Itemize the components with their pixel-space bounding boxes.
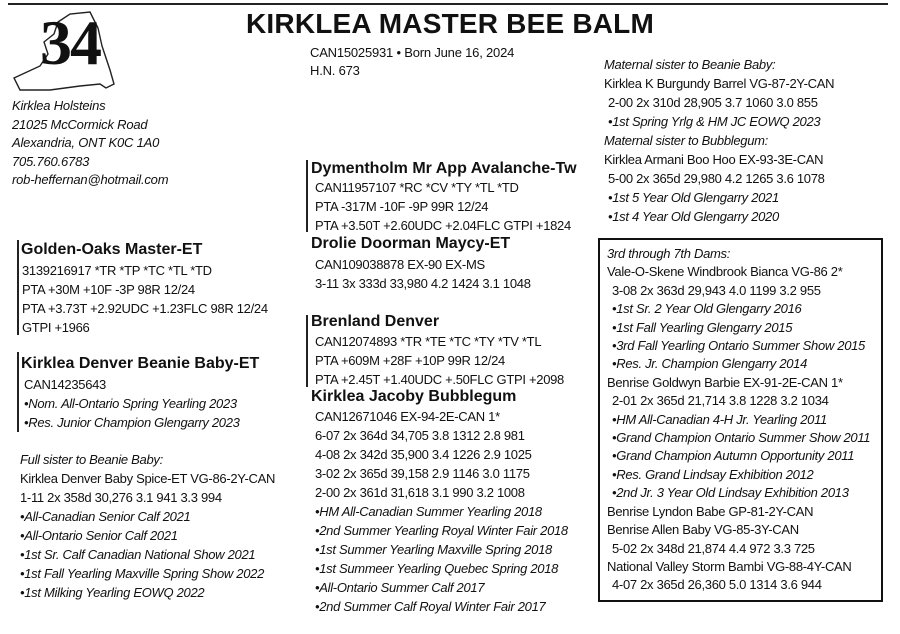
sire-dam-line: 3-11 3x 333d 33,980 4.2 1424 3.1 1048 [315,276,531,291]
sire-dam-details [315,255,531,293]
ancestor-dam-line: •HM All-Canadian 4-H Jr. Yearling 2011 [612,411,827,427]
ancestor-dams-heading: 3rd through 7th Dams: [607,246,731,261]
breeder-name: Kirklea Holsteins [12,98,106,113]
ancestor-dam-name: Benrise Allen Baby VG-85-3Y-CAN [607,522,799,538]
sire-sire-line: CAN11957107 *RC *CV *TY *TL *TD [315,180,519,195]
dam-dam-details [315,407,568,616]
dam-dam-line: 3-02 2x 365d 39,158 2.9 1146 3.0 1175 [315,466,530,481]
sire-dam-name: Drolie Doorman Maycy-ET [311,235,511,252]
ancestor-dam-line: 5-02 2x 348d 21,874 4.4 972 3.3 725 [612,540,815,556]
ancestor-dam-line: 3-08 2x 363d 29,943 4.0 1199 3.2 955 [612,282,821,298]
maternal-sister-1-block [604,55,834,131]
dam-sire-bracket [306,315,308,387]
sire-line: PTA +30M +10F -3P 98R 12/24 [22,282,195,297]
ancestor-dam-name: Vale-O-Skene Windbrook Bianca VG-86 2* [607,264,843,280]
full-sister-heading: Full sister to Beanie Baby: [20,452,163,467]
dam-sire-line: CAN12074893 *TR *TE *TC *TY *TV *TL [315,334,542,349]
dam-dam-line: 2-00 2x 361d 31,618 3.1 990 3.2 1008 [315,485,525,500]
dam-sire-details [315,332,564,389]
sire-line: 3139216917 *TR *TP *TC *TL *TD [22,263,212,278]
sire-sire-name: Dymentholm Mr App Avalanche-Tw [311,160,577,177]
dam-name: Kirklea Denver Beanie Baby-ET [21,355,260,372]
ancestor-dam-line: •1st Fall Yearling Glengarry 2015 [612,319,793,335]
ancestor-dam-name: Benrise Lyndon Babe GP-81-2Y-CAN [607,503,814,519]
dam-dam-line: •1st Summeer Yearling Quebec Spring 2018 [315,561,559,576]
dam-bracket [17,352,19,432]
lot-number: 34 [40,7,100,78]
breeder-block [12,97,168,190]
sire-sire-details [315,178,571,235]
dam-dam-line: •2nd Summer Yearling Royal Winter Fair 2018 [315,523,568,538]
maternal-sister-1-heading: Maternal sister to Beanie Baby: [604,57,776,72]
breeder-email[interactable]: rob-heffernan@hotmail.com [12,172,169,187]
registration-line: CAN15025931 • Born June 16, 2024 [310,45,515,60]
maternal-sister-1-line: •1st Spring Yrlg & HM JC EOWQ 2023 [608,114,821,129]
sire-dam-line: CAN109038878 EX-90 EX-MS [315,257,485,272]
full-sister-line: 1-11 2x 358d 30,276 3.1 941 3.3 994 [20,490,222,505]
maternal-sister-2-line: •1st 4 Year Old Glengarry 2020 [608,209,779,224]
ancestor-dam-line: •Res. Jr. Champion Glengarry 2014 [612,356,808,372]
full-sister-block [20,450,275,602]
dam-dam-name: Kirklea Jacoby Bubblegum [311,388,517,405]
full-sister-line: •All-Canadian Senior Calf 2021 [20,509,191,524]
maternal-sister-2-block [604,131,825,226]
ancestor-dam-line: •3rd Fall Yearling Ontario Summer Show 2015 [612,338,865,354]
dam-dam-line: CAN12671046 EX-94-2E-CAN 1* [315,409,500,424]
dam-dam-line: •2nd Summer Calf Royal Winter Fair 2017 [315,599,546,614]
sire-line: GTPI +1966 [22,320,90,335]
ancestor-dam-line: •2nd Jr. 3 Year Old Lindsay Exhibition 2013 [612,485,849,501]
dam-line: •Res. Junior Champion Glengarry 2023 [24,415,240,430]
ancestor-dam-line: •Res. Grand Lindsay Exhibition 2012 [612,466,814,482]
ancestor-dam-name: Benrise Goldwyn Barbie EX-91-2E-CAN 1* [607,374,843,390]
ancestor-dams-list [607,245,870,595]
dam-details [24,375,240,432]
sire-sire-line: PTA +3.50T +2.60UDC +2.04FLC GTPI +1824 [315,218,571,233]
sire-sire-line: PTA -317M -10F -9P 99R 12/24 [315,199,489,214]
maternal-sister-2-line: •1st 5 Year Old Glengarry 2021 [608,190,779,205]
dam-sire-line: PTA +2.45T +1.40UDC +.50FLC GTPI +2098 [315,372,564,387]
maternal-sister-2-heading: Maternal sister to Bubblegum: [604,133,768,148]
ancestor-dam-line: •Grand Champion Autumn Opportunity 2011 [612,448,855,464]
full-sister-line: •1st Sr. Calf Canadian National Show 2021 [20,547,256,562]
maternal-sister-2-name: Kirklea Armani Boo Hoo EX-93-3E-CAN [604,152,824,167]
ancestor-dam-line: •1st Sr. 2 Year Old Glengarry 2016 [612,301,802,317]
sire-details [22,261,268,337]
page-title: KIRKLEA MASTER BEE BALM [246,8,655,39]
herd-number: H.N. 673 [310,63,360,78]
full-sister-line: •1st Milking Yearling EOWQ 2022 [20,585,205,600]
full-sister-line: •All-Ontario Senior Calf 2021 [20,528,178,543]
dam-dam-line: •HM All-Canadian Summer Yearling 2018 [315,504,542,519]
ancestor-dam-line: 4-07 2x 365d 26,360 5.0 1314 3.6 944 [612,577,822,593]
sire-name: Golden-Oaks Master-ET [21,241,203,258]
dam-dam-line: •All-Ontario Summer Calf 2017 [315,580,485,595]
maternal-sister-1-line: 2-00 2x 310d 28,905 3.7 1060 3.0 855 [608,95,818,110]
dam-dam-line: •1st Summer Yearling Maxville Spring 2018 [315,542,552,557]
ancestor-dam-line: 2-01 2x 365d 21,714 3.8 1228 3.2 1034 [612,393,829,409]
sire-line: PTA +3.73T +2.92UDC +1.23FLC 98R 12/24 [22,301,268,316]
sire-sire-bracket [306,160,308,232]
breeder-address-1: 21025 McCormick Road [12,116,148,132]
maternal-sister-1-name: Kirklea K Burgundy Barrel VG-87-2Y-CAN [604,76,835,91]
breeder-address-2: Alexandria, ONT K0C 1A0 [12,135,160,150]
dam-sire-line: PTA +609M +28F +10P 99R 12/24 [315,353,505,368]
breeder-phone: 705.760.6783 [12,153,90,169]
dam-line: •Nom. All-Ontario Spring Yearling 2023 [24,396,237,411]
dam-sire-name: Brenland Denver [311,313,440,330]
maternal-sister-2-line: 5-00 2x 365d 29,980 4.2 1265 3.6 1078 [608,171,825,186]
sire-bracket [17,240,19,335]
ancestor-dam-line: •Grand Champion Ontario Summer Show 2011 [612,430,871,446]
dam-dam-line: 4-08 2x 342d 35,900 3.4 1226 2.9 1025 [315,447,532,462]
full-sister-line: •1st Fall Yearling Maxville Spring Show 2022 [20,566,265,581]
full-sister-name: Kirklea Denver Baby Spice-ET VG-86-2Y-CAN [20,471,276,486]
top-rule [8,3,888,5]
ancestor-dam-name: National Valley Storm Bambi VG-88-4Y-CAN [607,558,852,574]
dam-dam-line: 6-07 2x 364d 34,705 3.8 1312 2.8 981 [315,428,525,443]
dam-line: CAN14235643 [24,377,106,392]
